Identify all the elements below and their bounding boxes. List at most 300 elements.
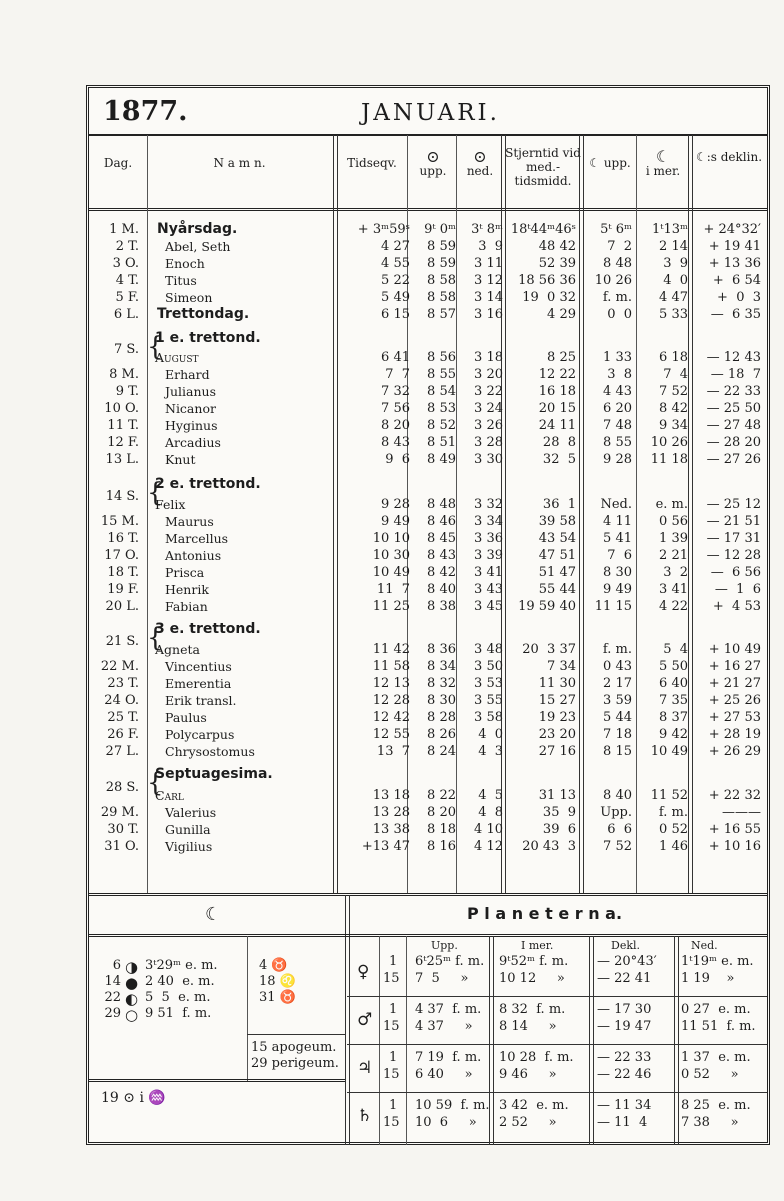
moon-symbol-icon: ☾ bbox=[655, 147, 671, 166]
sunrise-cell: 8 48 bbox=[427, 497, 456, 512]
sunrise-cell: 8 28 bbox=[427, 710, 456, 725]
planet-day: 15 bbox=[383, 971, 400, 986]
calendar-row bbox=[89, 804, 767, 821]
planet-day: 1 bbox=[389, 1002, 398, 1017]
moon-meridian-cell: 3 2 bbox=[663, 565, 688, 580]
moonrise-cell: 8 30 bbox=[603, 565, 632, 580]
brace-glyph: { bbox=[147, 332, 164, 362]
sunset-cell: 3 41 bbox=[474, 565, 503, 580]
day-cell: 7 S. bbox=[114, 342, 139, 357]
moonrise-cell: 7 18 bbox=[603, 727, 632, 742]
name-cell: Arcadius bbox=[165, 435, 221, 450]
header-sidereal: Stjerntid vid med.- tidsmidd. bbox=[505, 146, 581, 188]
name-cell: Antonius bbox=[165, 548, 222, 563]
name-cell: Maurus bbox=[165, 514, 214, 529]
sunset-cell: 3 30 bbox=[474, 452, 503, 467]
bottom-rule bbox=[89, 893, 767, 896]
sunset-cell: 3 36 bbox=[474, 531, 503, 546]
phase-time: 3ᵗ29ᵐ e. m. bbox=[145, 958, 218, 973]
sunset-cell: 3 45 bbox=[474, 599, 503, 614]
moon-meridian-cell: 1 39 bbox=[659, 531, 688, 546]
name-cell: Vincentius bbox=[165, 659, 232, 674]
header-moon-rise: ☾ upp. bbox=[589, 156, 631, 170]
moonrise-cell: 4 43 bbox=[603, 384, 632, 399]
moon-sign: 18 ♌ bbox=[259, 974, 296, 989]
moon-decl-cell: — 18 7 bbox=[710, 367, 761, 382]
name-cell: Valerius bbox=[165, 805, 217, 820]
day-cell: 11 T. bbox=[107, 418, 139, 433]
moon-decl-cell: + 21 27 bbox=[708, 676, 761, 691]
sunset-cell: 3 58 bbox=[474, 710, 503, 725]
moonrise-cell: f. m. bbox=[602, 290, 632, 305]
name-cell: Septuagesima. bbox=[155, 766, 273, 782]
moon-meridian-cell: 0 56 bbox=[659, 514, 688, 529]
sunrise-cell: 8 38 bbox=[427, 599, 456, 614]
calendar-row bbox=[89, 675, 767, 692]
planet-set: 1 19 » bbox=[681, 971, 735, 986]
header-day: Dag. bbox=[103, 156, 133, 170]
moon-meridian-cell: 4 0 bbox=[663, 273, 688, 288]
day-cell: 13 L. bbox=[105, 452, 139, 467]
moonrise-cell: Ned. bbox=[600, 497, 632, 512]
name-cell: Erik transl. bbox=[165, 693, 237, 708]
moon-meridian-cell: 7 35 bbox=[659, 693, 688, 708]
moon-decl-cell: + 16 27 bbox=[708, 659, 761, 674]
planet-day: 1 bbox=[389, 1050, 398, 1065]
moonrise-cell: 4 11 bbox=[603, 514, 632, 529]
day-cell: 6 L. bbox=[113, 307, 139, 322]
sidereal-cell: 15 27 bbox=[538, 693, 576, 708]
planet-divider bbox=[379, 936, 380, 1145]
planet-rise: 10 6 » bbox=[415, 1115, 477, 1130]
calendar-row bbox=[89, 598, 767, 615]
sidereal-cell: 7 34 bbox=[547, 659, 576, 674]
sunset-cell: 3 22 bbox=[474, 384, 503, 399]
sunrise-cell: 8 22 bbox=[427, 788, 456, 803]
calendar-row bbox=[89, 400, 767, 417]
moon-decl-cell: + 19 41 bbox=[708, 239, 761, 254]
equation-cell: 4 55 bbox=[381, 256, 410, 271]
planet-declination: — 22 33 bbox=[597, 1050, 652, 1065]
day-cell: 22 M. bbox=[100, 659, 139, 674]
planet-meridian: 10 12 » bbox=[499, 971, 565, 986]
planet-set: 1 37 e. m. bbox=[681, 1050, 751, 1065]
planet-set: 0 27 e. m. bbox=[681, 1002, 751, 1017]
equation-cell: 11 42 bbox=[372, 642, 410, 657]
equation-cell: +13 47 bbox=[361, 839, 410, 854]
name-cell: Paulus bbox=[165, 710, 207, 725]
moon-meridian-cell: 10 49 bbox=[650, 744, 688, 759]
calendar-row bbox=[89, 383, 767, 400]
calendar-row bbox=[89, 780, 767, 804]
equation-cell: 10 10 bbox=[372, 531, 410, 546]
sunrise-cell: 8 53 bbox=[427, 401, 456, 416]
moon-meridian-cell: 1ᵗ13ᵐ bbox=[652, 222, 688, 237]
sidereal-cell: 39 6 bbox=[542, 822, 576, 837]
calendar-row bbox=[89, 489, 767, 513]
header-equation: Tidseqv. bbox=[347, 156, 397, 170]
planet-declination: — 22 41 bbox=[597, 971, 652, 986]
moon-meridian-cell: 7 52 bbox=[659, 384, 688, 399]
moonrise-cell: 9 28 bbox=[603, 452, 632, 467]
sunset-cell: 3 43 bbox=[474, 582, 503, 597]
calendar-row bbox=[89, 530, 767, 547]
apsis-rule bbox=[247, 1034, 345, 1035]
planet-set: 0 52 » bbox=[681, 1067, 739, 1082]
moon-decl-cell: + 28 19 bbox=[708, 727, 761, 742]
planet-meridian: 10 28 f. m. bbox=[499, 1050, 574, 1065]
sidereal-cell: 12 22 bbox=[538, 367, 576, 382]
planet-declination: — 20°43′ bbox=[597, 954, 657, 969]
sunset-cell: 4 8 bbox=[478, 805, 503, 820]
name-cell: Prisca bbox=[165, 565, 205, 580]
sunrise-cell: 8 34 bbox=[427, 659, 456, 674]
day-cell: 1 M. bbox=[109, 222, 139, 237]
sunrise-cell: 8 32 bbox=[427, 676, 456, 691]
sunrise-cell: 8 16 bbox=[427, 839, 456, 854]
day-cell: 24 O. bbox=[104, 693, 139, 708]
name-cell: 3 e. trettond. bbox=[155, 621, 261, 637]
sunset-cell: 3 55 bbox=[474, 693, 503, 708]
phase-date: 22 bbox=[104, 990, 121, 1005]
sidereal-cell: 16 18 bbox=[538, 384, 576, 399]
planet-col-ned: Ned. bbox=[691, 939, 718, 952]
sunset-cell: 3 28 bbox=[474, 435, 503, 450]
moon-decl-cell: + 25 26 bbox=[708, 693, 761, 708]
moonrise-cell: 2 17 bbox=[603, 676, 632, 691]
sidereal-cell: 32 5 bbox=[542, 452, 576, 467]
planet-day: 15 bbox=[383, 1019, 400, 1034]
perigee-text: 29 perigeum. bbox=[251, 1056, 339, 1071]
moon-decl-cell: + 16 55 bbox=[708, 822, 761, 837]
moon-meridian-cell: 5 4 bbox=[663, 642, 688, 657]
moon-decl-cell: — 28 20 bbox=[706, 435, 761, 450]
sunset-cell: 3 24 bbox=[474, 401, 503, 416]
phase-icon: ● bbox=[125, 974, 139, 992]
planet-set: 8 25 e. m. bbox=[681, 1098, 751, 1113]
day-cell: 3 O. bbox=[112, 256, 139, 271]
sunrise-cell: 8 49 bbox=[427, 452, 456, 467]
planet-col-mer: I mer. bbox=[521, 939, 554, 952]
equation-cell: 9 28 bbox=[381, 497, 410, 512]
planet-col-dekl: Dekl. bbox=[611, 939, 641, 952]
header-name: N a m n. bbox=[213, 156, 266, 170]
name-cell: Chrysostomus bbox=[165, 744, 255, 759]
sunrise-cell: 8 46 bbox=[427, 514, 456, 529]
moonrise-cell: 0 0 bbox=[607, 307, 632, 322]
sidereal-cell: 36 1 bbox=[542, 497, 576, 512]
planet-row-rule bbox=[347, 1092, 767, 1093]
equation-cell: 11 25 bbox=[372, 599, 410, 614]
name-cell: Henrik bbox=[165, 582, 209, 597]
sunset-cell: 3ᵗ 8ᵐ bbox=[471, 222, 503, 237]
day-cell: 8 M. bbox=[109, 367, 139, 382]
planet-icon: ♂ bbox=[357, 1010, 373, 1030]
sunrise-cell: 9ᵗ 0ᵐ bbox=[424, 222, 456, 237]
sunset-cell: 4 12 bbox=[474, 839, 503, 854]
sunset-cell: 3 34 bbox=[474, 514, 503, 529]
sidereal-cell: 20 3 37 bbox=[522, 642, 576, 657]
equation-cell: 12 13 bbox=[372, 676, 410, 691]
day-cell: 27 L. bbox=[105, 744, 139, 759]
calendar-row bbox=[89, 451, 767, 468]
equation-cell: 12 42 bbox=[372, 710, 410, 725]
sidereal-cell: 48 42 bbox=[538, 239, 576, 254]
moon-decl-cell: — 25 50 bbox=[706, 401, 761, 416]
name-cell: Carl bbox=[155, 788, 184, 803]
planet-divider bbox=[674, 936, 679, 1145]
sidereal-cell: 23 20 bbox=[538, 727, 576, 742]
equation-cell: 7 32 bbox=[381, 384, 410, 399]
moon-meridian-cell: 6 40 bbox=[659, 676, 688, 691]
header-moon-decl: ☾:s deklin. bbox=[695, 150, 763, 164]
equation-cell: 10 49 bbox=[372, 565, 410, 580]
moon-meridian-cell: 7 4 bbox=[663, 367, 688, 382]
calendar-row bbox=[89, 417, 767, 434]
sunrise-cell: 8 43 bbox=[427, 548, 456, 563]
calendar-row bbox=[89, 513, 767, 530]
moon-meridian-cell: 2 14 bbox=[659, 239, 688, 254]
moon-decl-cell: + 6 54 bbox=[712, 273, 761, 288]
sidereal-cell: 35 9 bbox=[542, 805, 576, 820]
name-cell: Julianus bbox=[165, 384, 217, 399]
moon-decl-cell: — 27 48 bbox=[706, 418, 761, 433]
moonrise-cell: 7 52 bbox=[603, 839, 632, 854]
planet-day: 1 bbox=[389, 954, 398, 969]
moon-meridian-cell: 8 42 bbox=[659, 401, 688, 416]
planet-row-rule bbox=[347, 1044, 767, 1045]
sidereal-cell: 55 44 bbox=[538, 582, 576, 597]
sidereal-cell: 28 8 bbox=[542, 435, 576, 450]
equation-cell: 12 55 bbox=[372, 727, 410, 742]
sidereal-cell: 27 16 bbox=[538, 744, 576, 759]
moonrise-cell: 0 43 bbox=[603, 659, 632, 674]
equation-cell: 13 28 bbox=[372, 805, 410, 820]
moon-decl-cell: + 24°32′ bbox=[703, 222, 761, 237]
name-cell: Hyginus bbox=[165, 418, 218, 433]
sidereal-cell: 19 59 40 bbox=[518, 599, 576, 614]
sunrise-cell: 8 42 bbox=[427, 565, 456, 580]
day-cell: 2 T. bbox=[115, 239, 139, 254]
equation-cell: 11 7 bbox=[376, 582, 410, 597]
calendar-row bbox=[89, 289, 767, 306]
planet-meridian: 9ᵗ52ᵐ f. m. bbox=[499, 954, 569, 969]
sun-entry-rule bbox=[89, 1079, 345, 1082]
name-cell: Marcellus bbox=[165, 531, 229, 546]
name-cell: Gunilla bbox=[165, 822, 211, 837]
equation-cell: + 3ᵐ59ˢ bbox=[357, 222, 410, 237]
moon-icon: ☾ bbox=[205, 904, 222, 925]
moonrise-cell: 7 6 bbox=[607, 548, 632, 563]
day-cell: 4 T. bbox=[115, 273, 139, 288]
phase-icon: ◑ bbox=[125, 958, 139, 976]
planet-icon: ♃ bbox=[357, 1058, 373, 1078]
equation-cell: 7 7 bbox=[385, 367, 410, 382]
section-divider bbox=[247, 936, 248, 1081]
day-cell: 17 O. bbox=[104, 548, 139, 563]
name-cell: August bbox=[155, 350, 199, 365]
day-cell: 20 L. bbox=[105, 599, 139, 614]
planet-declination: — 17 30 bbox=[597, 1002, 652, 1017]
moonrise-cell: 6 6 bbox=[607, 822, 632, 837]
calendar-row bbox=[89, 709, 767, 726]
name-cell: Nyårsdag. bbox=[157, 221, 238, 237]
sunset-cell: 3 39 bbox=[474, 548, 503, 563]
sidereal-cell: 19 23 bbox=[538, 710, 576, 725]
moonrise-cell: 8 40 bbox=[603, 788, 632, 803]
phase-time: 5 5 e. m. bbox=[145, 990, 211, 1005]
calendar-row bbox=[89, 658, 767, 675]
name-cell: Fabian bbox=[165, 599, 208, 614]
equation-cell: 10 30 bbox=[372, 548, 410, 563]
equation-cell: 6 41 bbox=[381, 350, 410, 365]
equation-cell: 11 58 bbox=[372, 659, 410, 674]
moon-decl-cell: — 6 35 bbox=[710, 307, 761, 322]
moon-meridian-cell: 4 22 bbox=[659, 599, 688, 614]
moon-meridian-cell: 11 52 bbox=[650, 788, 688, 803]
calendar-row bbox=[89, 434, 767, 451]
sunset-cell: 3 53 bbox=[474, 676, 503, 691]
planet-declination: — 11 34 bbox=[597, 1098, 652, 1113]
title-rule bbox=[89, 134, 767, 136]
sidereal-cell: 24 11 bbox=[538, 418, 576, 433]
sunset-cell: 3 16 bbox=[474, 307, 503, 322]
moon-decl-cell: — 1 6 bbox=[714, 582, 761, 597]
moon-decl-cell: — 21 51 bbox=[706, 514, 761, 529]
phase-time: 9 51 f. m. bbox=[145, 1006, 212, 1021]
moon-decl-cell: — 12 28 bbox=[706, 548, 761, 563]
moonrise-cell: 8 15 bbox=[603, 744, 632, 759]
moonrise-cell: 3 8 bbox=[607, 367, 632, 382]
name-cell: Polycarpus bbox=[165, 727, 235, 742]
planet-divider bbox=[589, 936, 594, 1145]
planet-icon: ♀ bbox=[357, 962, 370, 982]
moon-decl-cell: + 13 36 bbox=[708, 256, 761, 271]
planet-meridian: 9 46 » bbox=[499, 1067, 557, 1082]
equation-cell: 12 28 bbox=[372, 693, 410, 708]
equation-cell: 8 43 bbox=[381, 435, 410, 450]
header-rule bbox=[89, 208, 767, 211]
planet-rise: 6ᵗ25ᵐ f. m. bbox=[415, 954, 485, 969]
sunrise-cell: 8 24 bbox=[427, 744, 456, 759]
moon-meridian-cell: 3 9 bbox=[663, 256, 688, 271]
planet-rise: 4 37 f. m. bbox=[415, 1002, 482, 1017]
day-cell: 12 F. bbox=[107, 435, 139, 450]
planet-declination: — 19 47 bbox=[597, 1019, 652, 1034]
sidereal-cell: 18 56 36 bbox=[518, 273, 576, 288]
planet-declination: — 22 46 bbox=[597, 1067, 652, 1082]
moonrise-cell: 5 41 bbox=[603, 531, 632, 546]
moon-meridian-cell: e. m. bbox=[655, 497, 688, 512]
sunrise-cell: 8 40 bbox=[427, 582, 456, 597]
day-cell: 21 S. bbox=[105, 634, 139, 649]
moonrise-cell: 11 15 bbox=[594, 599, 632, 614]
moon-decl-cell: — 17 31 bbox=[706, 531, 761, 546]
bottom-header-rule bbox=[89, 934, 767, 937]
sunset-cell: 3 32 bbox=[474, 497, 503, 512]
sunset-cell: 4 3 bbox=[478, 744, 503, 759]
moonrise-cell: 7 48 bbox=[603, 418, 632, 433]
equation-cell: 13 18 bbox=[372, 788, 410, 803]
equation-cell: 5 22 bbox=[381, 273, 410, 288]
moon-sign: 31 ♉ bbox=[259, 990, 296, 1005]
phase-date: 6 bbox=[112, 958, 121, 973]
sidereal-cell: 20 43 3 bbox=[522, 839, 576, 854]
equation-cell: 4 27 bbox=[381, 239, 410, 254]
moon-meridian-cell: 0 52 bbox=[659, 822, 688, 837]
calendar-row bbox=[89, 634, 767, 658]
sidereal-cell: 11 30 bbox=[538, 676, 576, 691]
equation-cell: 7 56 bbox=[381, 401, 410, 416]
equation-cell: 9 6 bbox=[385, 452, 410, 467]
calendar-row bbox=[89, 255, 767, 272]
sunset-cell: 3 50 bbox=[474, 659, 503, 674]
sunset-cell: 4 10 bbox=[474, 822, 503, 837]
moon-meridian-cell: f. m. bbox=[658, 805, 688, 820]
moon-meridian-cell: 9 42 bbox=[659, 727, 688, 742]
day-cell: 14 S. bbox=[105, 489, 139, 504]
name-cell: Emerentia bbox=[165, 676, 232, 691]
sunset-cell: 4 5 bbox=[478, 788, 503, 803]
equation-cell: 9 49 bbox=[381, 514, 410, 529]
day-cell: 29 M. bbox=[100, 805, 139, 820]
sunrise-cell: 8 30 bbox=[427, 693, 456, 708]
sunrise-cell: 8 59 bbox=[427, 256, 456, 271]
sunrise-cell: 8 20 bbox=[427, 805, 456, 820]
sunrise-cell: 8 59 bbox=[427, 239, 456, 254]
sidereal-cell: 47 51 bbox=[538, 548, 576, 563]
calendar-row bbox=[89, 547, 767, 564]
equation-cell: 13 38 bbox=[372, 822, 410, 837]
sunset-cell: 3 9 bbox=[478, 239, 503, 254]
header-sun-down: ned. bbox=[466, 164, 494, 178]
name-cell: Knut bbox=[165, 452, 196, 467]
moon-meridian-cell: 4 47 bbox=[659, 290, 688, 305]
moon-decl-cell: ——— bbox=[722, 805, 761, 820]
sunset-cell: 3 48 bbox=[474, 642, 503, 657]
name-cell: Nicanor bbox=[165, 401, 216, 416]
moon-decl-cell: — 22 33 bbox=[706, 384, 761, 399]
moonrise-cell: 3 59 bbox=[603, 693, 632, 708]
sun-entry-text: 19 ⊙ i ♒ bbox=[101, 1090, 166, 1106]
moon-meridian-cell: 3 41 bbox=[659, 582, 688, 597]
calendar-row bbox=[89, 743, 767, 760]
moon-meridian-cell: 6 18 bbox=[659, 350, 688, 365]
moonrise-cell: 7 2 bbox=[607, 239, 632, 254]
day-cell: 5 F. bbox=[115, 290, 139, 305]
name-cell: Vigilius bbox=[165, 839, 213, 854]
month-title: JANUARI. bbox=[361, 100, 500, 126]
name-cell: Abel, Seth bbox=[165, 239, 231, 254]
sunset-cell: 3 14 bbox=[474, 290, 503, 305]
day-cell: 18 T. bbox=[107, 565, 139, 580]
phase-time: 2 40 e. m. bbox=[145, 974, 215, 989]
sidereal-cell: 4 29 bbox=[547, 307, 576, 322]
phase-date: 14 bbox=[104, 974, 121, 989]
sidereal-cell: 31 13 bbox=[538, 788, 576, 803]
planet-meridian: 2 52 » bbox=[499, 1115, 557, 1130]
planets-title: P l a n e t e r n a. bbox=[467, 904, 623, 923]
planet-set: 7 38 » bbox=[681, 1115, 739, 1130]
sun-symbol-icon: ⊙ bbox=[426, 147, 440, 166]
brace-glyph: { bbox=[147, 478, 164, 508]
planet-meridian: 8 32 f. m. bbox=[499, 1002, 566, 1017]
moon-decl-cell: + 10 16 bbox=[708, 839, 761, 854]
sunrise-cell: 8 55 bbox=[427, 367, 456, 382]
moonrise-cell: 8 55 bbox=[603, 435, 632, 450]
name-cell: Erhard bbox=[165, 367, 210, 382]
sunset-cell: 3 20 bbox=[474, 367, 503, 382]
